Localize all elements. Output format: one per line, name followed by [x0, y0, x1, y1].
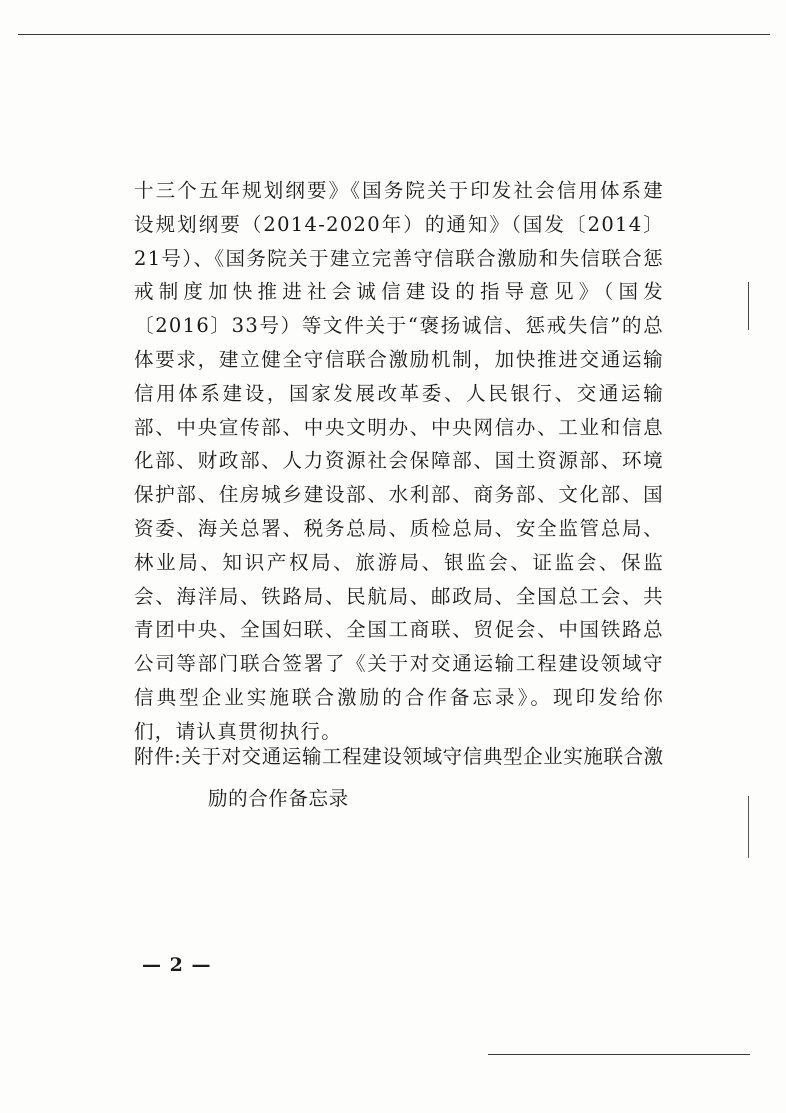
- body-paragraph: 十三个五年规划纲要》《国务院关于印发社会信用体系建设规划纲要（2014-2020年）的通知》（国发〔2014〕21号）、《国务院关于建立完善守信联合激励和失信联合惩戒制度加快推进社会诚信建设的指导意见》（国发〔2016〕33号）等文件关于“褒扬诚信、惩戒失信”的总体要求，建立健全守信联合激励机制，加快推进交通运输信用体系建设，国家发展改革委、人民银行、交通运输部、中央宣传部、中央文明办、中央网信办、工业和信息化部、财政部、人力资源社会保障部、国土资源部、环境保护部、住房城乡建设部、水利部、商务部、文化部、国资委、海关总署、税务总局、质检总局、安全监管总局、林业局、知识产权局、旅游局、银监会、证监会、保监会、海洋局、铁路局、民航局、邮政局、全国总工会、共青团中央、全国妇联、全国工商联、贸促会、中国铁路总公司等部门联合签署了《关于对交通运输工程建设领域守信典型企业实施联合激励的合作备忘录》。现印发给你们，请认真贯彻执行。: [134, 179, 664, 743]
- top-rule: [18, 34, 770, 35]
- bottom-rule: [488, 1054, 750, 1055]
- scan-margin-mark: [748, 282, 749, 330]
- attachment-note: [134, 736, 679, 820]
- attachment-line-1: 附件:关于对交通运输工程建设领域守信典型企业实施联合激: [134, 745, 664, 768]
- attachment-line-2: 励的合作备忘录: [208, 787, 349, 810]
- page-number: — 2 —: [142, 954, 212, 976]
- scan-margin-mark: [748, 796, 749, 858]
